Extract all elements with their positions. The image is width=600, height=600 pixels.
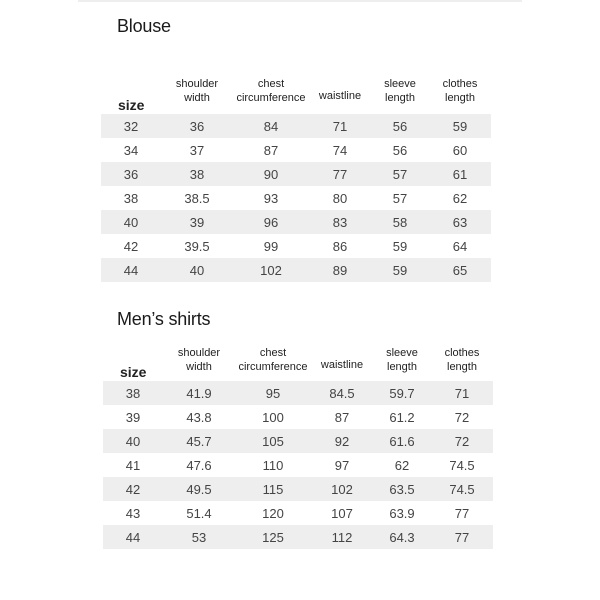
table-row: [101, 162, 491, 186]
mens-shirts-title: Men’s shirts: [117, 309, 211, 329]
size-cell: 40: [101, 210, 161, 234]
clothes-length-cell: 74.5: [431, 477, 493, 501]
clothes-length-cell: 77: [431, 525, 493, 549]
waistline-cell: 89: [309, 258, 371, 282]
table-row: [103, 525, 493, 549]
clothes-length-cell: 61: [429, 162, 491, 186]
chest-circumference-cell: 93: [263, 190, 279, 206]
waistline-cell: 83: [309, 210, 371, 234]
waistline-cell: 107: [331, 505, 353, 521]
chest-circumference-cell: 84: [233, 114, 309, 138]
size-cell: 36: [101, 162, 161, 186]
sleeve-length-cell: 61.6: [373, 429, 431, 453]
shoulder-width-cell: 40: [161, 258, 233, 282]
size-cell: 44: [103, 525, 163, 549]
size-cell: 38: [123, 190, 139, 206]
table-row: [103, 405, 493, 429]
sleeve-length-cell: 57: [392, 190, 408, 206]
table-row: [101, 234, 491, 258]
size-cell: 42: [123, 238, 139, 254]
waistline-cell: 71: [309, 114, 371, 138]
waistline-cell: 77: [309, 162, 371, 186]
waistline-cell: 84.5: [311, 381, 373, 405]
chest-circumference-cell: 105: [235, 429, 311, 453]
clothes-length-cell: 65: [429, 258, 491, 282]
waistline-cell: 112: [311, 525, 373, 549]
shoulder-width-header: shoulder width: [175, 78, 219, 104]
sleeve-length-cell: 58: [371, 210, 429, 234]
sleeve-length-cell: 63.5: [373, 477, 431, 501]
sleeve-length-cell: 57: [371, 162, 429, 186]
mens-shirts-size-table: [103, 339, 493, 549]
clothes-length-cell: 72: [454, 409, 470, 425]
sleeve-length-cell: 56: [371, 114, 429, 138]
shoulder-width-cell: 43.8: [186, 409, 212, 425]
chest-circumference-cell: 115: [235, 477, 311, 501]
shoulder-width-cell: 38: [161, 162, 233, 186]
clothes-length-cell: 63: [429, 210, 491, 234]
sleeve-length-header: sleeve length: [386, 347, 418, 373]
sleeve-length-cell: 56: [392, 142, 408, 158]
chest-circumference-cell: 100: [262, 409, 284, 425]
chest-circumference-header: chest circumference: [236, 78, 306, 104]
sleeve-length-cell: 59: [371, 258, 429, 282]
shoulder-width-cell: 38.5: [184, 190, 210, 206]
waistline-cell: 86: [332, 238, 348, 254]
size-cell: 42: [103, 477, 163, 501]
mens-shirts-header-row: [103, 339, 493, 381]
blouse-header-row: [101, 68, 491, 114]
top-divider: [78, 0, 522, 2]
blouse-table-body: [101, 114, 491, 282]
size-cell: 41: [125, 457, 141, 473]
waistline-header: waistline: [320, 359, 364, 371]
shoulder-width-cell: 41.9: [163, 381, 235, 405]
size-cell: 40: [103, 429, 163, 453]
table-row: [103, 381, 493, 405]
clothes-length-cell: 74.5: [449, 457, 475, 473]
shoulder-width-cell: 49.5: [163, 477, 235, 501]
sleeve-length-cell: 59.7: [373, 381, 431, 405]
waistline-cell: 102: [311, 477, 373, 501]
shoulder-width-cell: 45.7: [163, 429, 235, 453]
waistline-cell: 80: [332, 190, 348, 206]
size-cell: 38: [103, 381, 163, 405]
sleeve-length-cell: 59: [392, 238, 408, 254]
waistline-cell: 87: [334, 409, 350, 425]
chest-circumference-cell: 96: [233, 210, 309, 234]
chest-circumference-cell: 125: [235, 525, 311, 549]
sleeve-length-cell: 64.3: [373, 525, 431, 549]
sleeve-length-cell: 62: [394, 457, 410, 473]
size-header: size: [118, 97, 145, 113]
table-row: [103, 501, 493, 525]
mens-shirts-table-body: [103, 381, 493, 549]
chest-circumference-cell: 110: [262, 457, 284, 473]
table-row: [103, 453, 493, 477]
waistline-cell: 74: [332, 142, 348, 158]
sleeve-length-cell: 63.9: [389, 505, 415, 521]
chest-circumference-cell: 102: [233, 258, 309, 282]
clothes-length-header: clothes length: [444, 347, 480, 373]
sleeve-length-header: sleeve length: [384, 78, 416, 104]
table-row: [101, 258, 491, 282]
size-cell: 39: [125, 409, 141, 425]
sleeve-length-cell: 61.2: [389, 409, 415, 425]
clothes-length-cell: 60: [452, 142, 468, 158]
size-cell: 44: [101, 258, 161, 282]
shoulder-width-cell: 53: [163, 525, 235, 549]
chest-circumference-cell: 99: [263, 238, 279, 254]
chest-circumference-cell: 90: [233, 162, 309, 186]
chest-circumference-cell: 87: [263, 142, 279, 158]
table-row: [101, 186, 491, 210]
table-row: [101, 114, 491, 138]
chest-circumference-cell: 120: [262, 505, 284, 521]
clothes-length-header: clothes length: [442, 78, 478, 104]
shoulder-width-cell: 39: [161, 210, 233, 234]
clothes-length-cell: 62: [452, 190, 468, 206]
size-header: size: [120, 364, 147, 380]
clothes-length-cell: 72: [431, 429, 493, 453]
table-row: [103, 477, 493, 501]
shoulder-width-cell: 36: [161, 114, 233, 138]
table-row: [103, 429, 493, 453]
waistline-cell: 97: [334, 457, 350, 473]
shoulder-width-cell: 37: [189, 142, 205, 158]
size-cell: 32: [101, 114, 161, 138]
waistline-cell: 92: [311, 429, 373, 453]
table-row: [101, 138, 491, 162]
chest-circumference-header: chest circumference: [238, 347, 308, 373]
shoulder-width-cell: 47.6: [186, 457, 212, 473]
waistline-header: waistline: [318, 90, 362, 102]
clothes-length-cell: 77: [454, 505, 470, 521]
size-cell: 34: [123, 142, 139, 158]
shoulder-width-cell: 39.5: [184, 238, 210, 254]
table-row: [101, 210, 491, 234]
size-cell: 43: [125, 505, 141, 521]
blouse-title: Blouse: [117, 16, 171, 36]
clothes-length-cell: 64: [452, 238, 468, 254]
clothes-length-cell: 71: [431, 381, 493, 405]
clothes-length-cell: 59: [429, 114, 491, 138]
chest-circumference-cell: 95: [235, 381, 311, 405]
blouse-size-table: [101, 68, 491, 282]
shoulder-width-header: shoulder width: [177, 347, 221, 373]
shoulder-width-cell: 51.4: [186, 505, 212, 521]
